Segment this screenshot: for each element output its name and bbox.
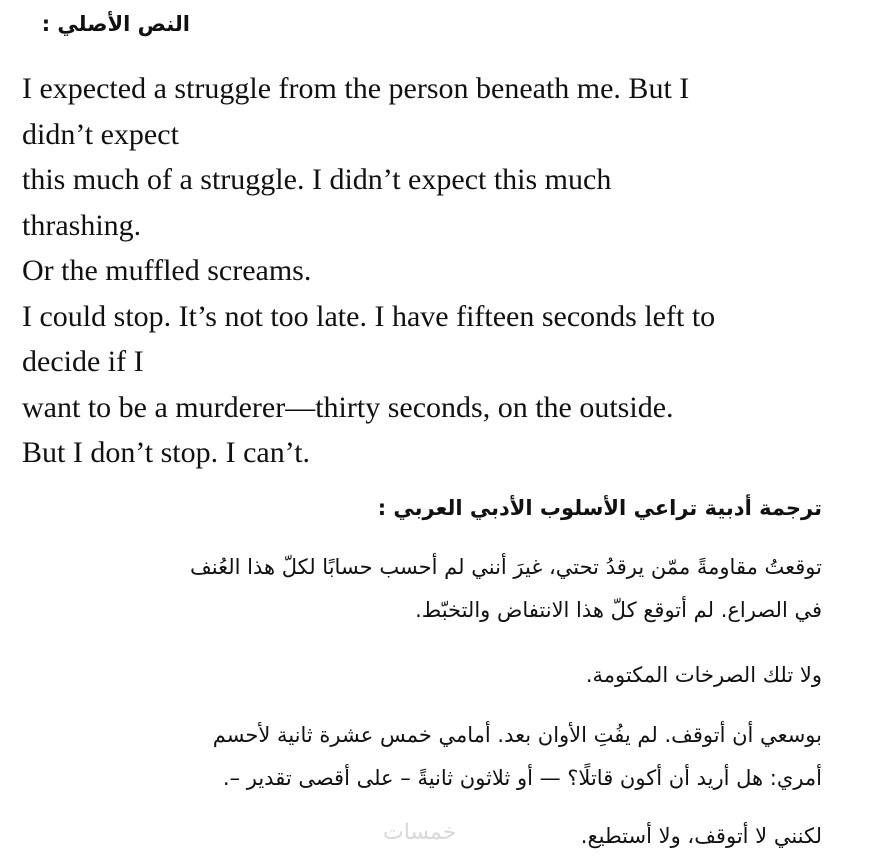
english-line: I expected a struggle from the person beneath me. But I	[22, 72, 690, 105]
english-line: this much of a struggle. I didn’t expect this much	[22, 163, 612, 196]
english-line: But I don’t stop. I can’t.	[22, 436, 311, 469]
arabic-line: بوسعي أن أتوقف. لم يفُتِ الأوان بعد. أمامي خمس عشرة ثانية لأحسم	[212, 723, 822, 747]
english-original-text	[22, 66, 852, 476]
english-line: decide if I	[22, 345, 144, 378]
arabic-line: توقعتُ مقاومةً ممّن يرقدُ تحتي، غيرَ أنني لم أحسب حسابًا لكلّ هذا العُنف	[190, 555, 822, 579]
arabic-line: أمري: هل أريد أن أكون قاتلًا؟ — أو ثلاثون ثانيةً – على أقصى تقدير –.	[222, 766, 822, 790]
arabic-paragraph	[22, 714, 822, 800]
translation-heading: ترجمة أدبية تراعي الأسلوب الأدبي العربي :	[377, 496, 822, 520]
english-line: I could stop. It’s not too late. I have fifteen seconds left to	[22, 299, 716, 333]
arabic-paragraph	[22, 654, 822, 697]
original-text-heading: النص الأصلي :	[41, 12, 190, 36]
arabic-line: في الصراع. لم أتوقع كلّ هذا الانتفاض والتخبّط.	[415, 598, 822, 622]
arabic-line: ولا تلك الصرخات المكتومة.	[585, 663, 822, 687]
english-line: thrashing.	[22, 208, 142, 242]
english-line: want to be a murderer—thirty seconds, on the outside.	[22, 390, 674, 424]
arabic-paragraph	[22, 546, 822, 632]
arabic-line: لكنني لا أتوقف، ولا أستطيع.	[580, 824, 822, 848]
english-line: didn’t expect	[22, 117, 179, 151]
english-line: Or the muffled screams.	[22, 254, 312, 287]
watermark: خمسات	[383, 820, 457, 845]
